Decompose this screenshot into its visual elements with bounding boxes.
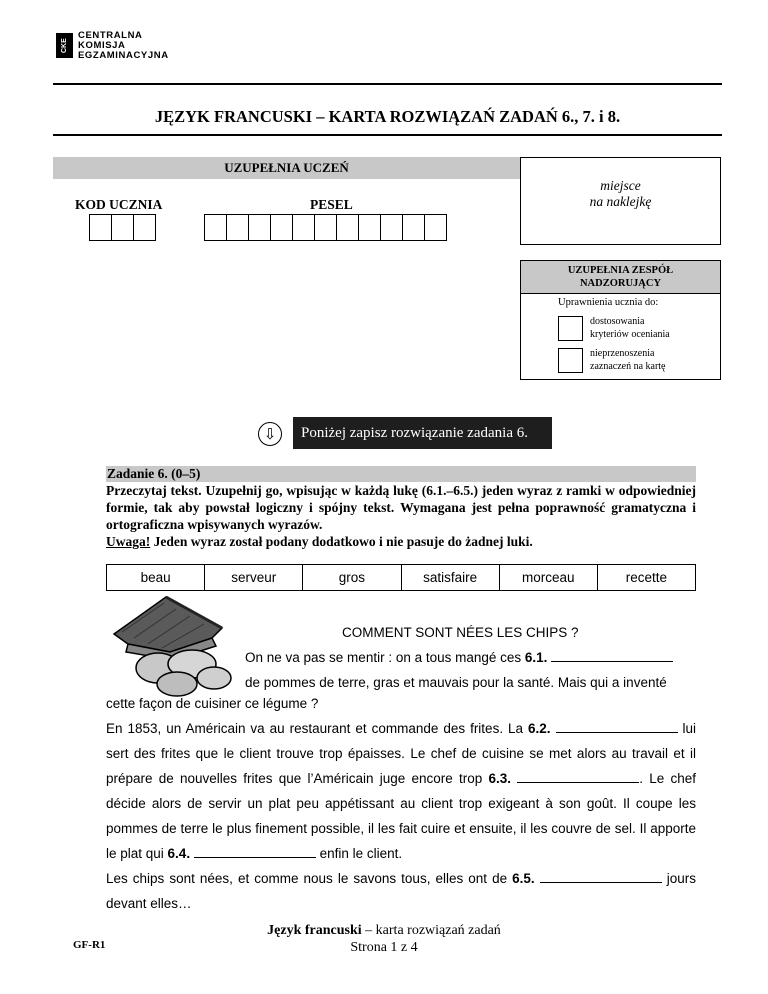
- story-text: Les chips sont nées, et comme nous le savons tous, elles ont de: [106, 871, 513, 886]
- story-paragraph-3: [106, 866, 696, 916]
- arrow-down-icon: ⇩: [258, 422, 282, 446]
- task-instruction: [106, 482, 696, 550]
- permission-label: kryteriów oceniania: [590, 328, 670, 340]
- permission-label: nieprzenoszenia: [590, 348, 655, 359]
- gap-6-4-input[interactable]: [194, 844, 316, 858]
- logo-line: KOMISJA: [78, 40, 126, 51]
- gap-number: 6.5.: [512, 871, 535, 886]
- kod-digit-box[interactable]: [133, 214, 156, 241]
- story-text: enfin le client.: [315, 846, 403, 861]
- permission-label: dostosowania: [590, 316, 645, 327]
- footer-subject-bold: Język francuski: [267, 923, 362, 938]
- kod-ucznia-input[interactable]: [89, 214, 155, 241]
- footer-subject-rest: – karta rozwiązań zadań: [361, 923, 501, 938]
- kod-digit-box[interactable]: [89, 214, 112, 241]
- pesel-digit-box[interactable]: [424, 214, 447, 241]
- pesel-digit-box[interactable]: [226, 214, 249, 241]
- sticker-label: na naklejkę: [589, 194, 652, 209]
- word-option: gros: [303, 565, 401, 590]
- pesel-digit-box[interactable]: [270, 214, 293, 241]
- gap-number: 6.4.: [167, 846, 191, 861]
- story-paragraph-2: [106, 716, 696, 866]
- word-option: satisfaire: [402, 565, 500, 590]
- pesel-label: PESEL: [310, 197, 353, 212]
- word-box: [106, 564, 696, 591]
- gap-6-1-input[interactable]: [551, 648, 673, 662]
- story-text: En 1853, un Américain va au restaurant et commande des frites. La: [106, 721, 529, 736]
- gap-number: 6.2.: [528, 721, 551, 736]
- permission-checkbox[interactable]: [558, 348, 583, 373]
- pesel-digit-box[interactable]: [292, 214, 315, 241]
- supervisors-box: [520, 260, 721, 380]
- story-text: jours devant elles…: [106, 871, 696, 911]
- permission-label: zaznaczeń na kartę: [590, 360, 666, 372]
- story-paragraph-1: [245, 645, 696, 695]
- story-text: lui sert des frites que le client trouve trop épaisses. Le chef de cuisine se met alors au travail et il prépare de nouvelles frites que l’Américain juge encore trop: [106, 721, 696, 786]
- cke-logo-mark: CKE: [56, 33, 73, 58]
- permissions-label: Uprawnienia ucznia do:: [558, 297, 659, 308]
- logo-line: EGZAMINACYJNA: [78, 50, 169, 61]
- title-rule: [53, 134, 722, 136]
- story-title: COMMENT SONT NÉES LES CHIPS ?: [342, 625, 579, 640]
- top-rule: [53, 83, 722, 85]
- pesel-digit-box[interactable]: [336, 214, 359, 241]
- story-text: de pommes de terre, gras et mauvais pour la santé. Mais qui a inventé: [245, 675, 667, 690]
- supervisors-heading-line: NADZORUJĄCY: [579, 278, 662, 289]
- kod-ucznia-label: KOD UCZNIA: [75, 197, 163, 212]
- answer-banner: Poniżej zapisz rozwiązanie zadania 6.: [293, 417, 552, 449]
- story-text: On ne va pas se mentir : on a tous mangé ces: [245, 650, 525, 665]
- student-section-bar: UZUPEŁNIA UCZEŃ: [53, 157, 520, 179]
- page-number: Strona 1 z 4: [350, 940, 418, 955]
- exam-code: GF-R1: [73, 939, 106, 951]
- footer: [257, 922, 511, 956]
- gap-number: 6.1.: [524, 650, 548, 665]
- gap-6-5-input[interactable]: [540, 869, 662, 883]
- word-option: serveur: [205, 565, 303, 590]
- permission-adjust-criteria[interactable]: [558, 316, 670, 341]
- gap-6-3-input[interactable]: [517, 769, 639, 783]
- permission-no-transfer[interactable]: [558, 348, 666, 373]
- footer-subject: [257, 922, 511, 939]
- gap-number: 6.3.: [488, 771, 512, 786]
- page-title: JĘZYK FRANCUSKI – KARTA ROZWIĄZAŃ ZADAŃ 6., 7. i 8.: [154, 107, 621, 126]
- pesel-digit-box[interactable]: [204, 214, 227, 241]
- note-label: Uwaga!: [106, 534, 151, 549]
- pesel-digit-box[interactable]: [380, 214, 403, 241]
- kod-digit-box[interactable]: [111, 214, 134, 241]
- pesel-input[interactable]: [204, 214, 446, 241]
- permission-checkbox[interactable]: [558, 316, 583, 341]
- pesel-digit-box[interactable]: [358, 214, 381, 241]
- story-paragraph-1-end: [106, 691, 696, 716]
- word-option: morceau: [500, 565, 598, 590]
- pesel-digit-box[interactable]: [314, 214, 337, 241]
- supervisors-heading-line: UZUPEŁNIA ZESPÓŁ: [567, 265, 674, 276]
- story-text: . Le chef décide alors de servir un plat peu appétissant au client trop exigeant à son goût. Il coupe les pommes de terre le plus finement possible, il les fait cuire et ensuite, il les couvre de sel. Il apporte le plat qui: [106, 771, 696, 861]
- chips-bag-illustration: [104, 594, 244, 699]
- logo-line: CENTRALNA: [78, 30, 143, 41]
- note-text: Jeden wyraz został podany dodatkowo i nie pasuje do żadnej luki.: [150, 534, 533, 549]
- pesel-digit-box[interactable]: [248, 214, 271, 241]
- sticker-label: miejsce: [600, 178, 641, 193]
- word-option: recette: [625, 570, 668, 585]
- instruction-text: Przeczytaj tekst. Uzupełnij go, wpisując w każdą lukę (6.1.–6.5.) jeden wyraz z ramki w odpowiedniej formie, tak aby powstał logiczny i spójny tekst. Wymagana jest pełna poprawność gramatyczna i ortograficzna wpisywanych wyrazów.: [106, 483, 696, 532]
- pesel-digit-box[interactable]: [402, 214, 425, 241]
- cke-logo-text: [78, 31, 169, 61]
- task-heading: Zadanie 6. (0–5): [106, 466, 696, 482]
- sticker-box: [520, 157, 721, 245]
- story-text: cette façon de cuisiner ce légume ?: [106, 696, 319, 711]
- gap-6-2-input[interactable]: [556, 719, 678, 733]
- supervisors-heading: [521, 261, 720, 294]
- word-option: beau: [107, 565, 205, 590]
